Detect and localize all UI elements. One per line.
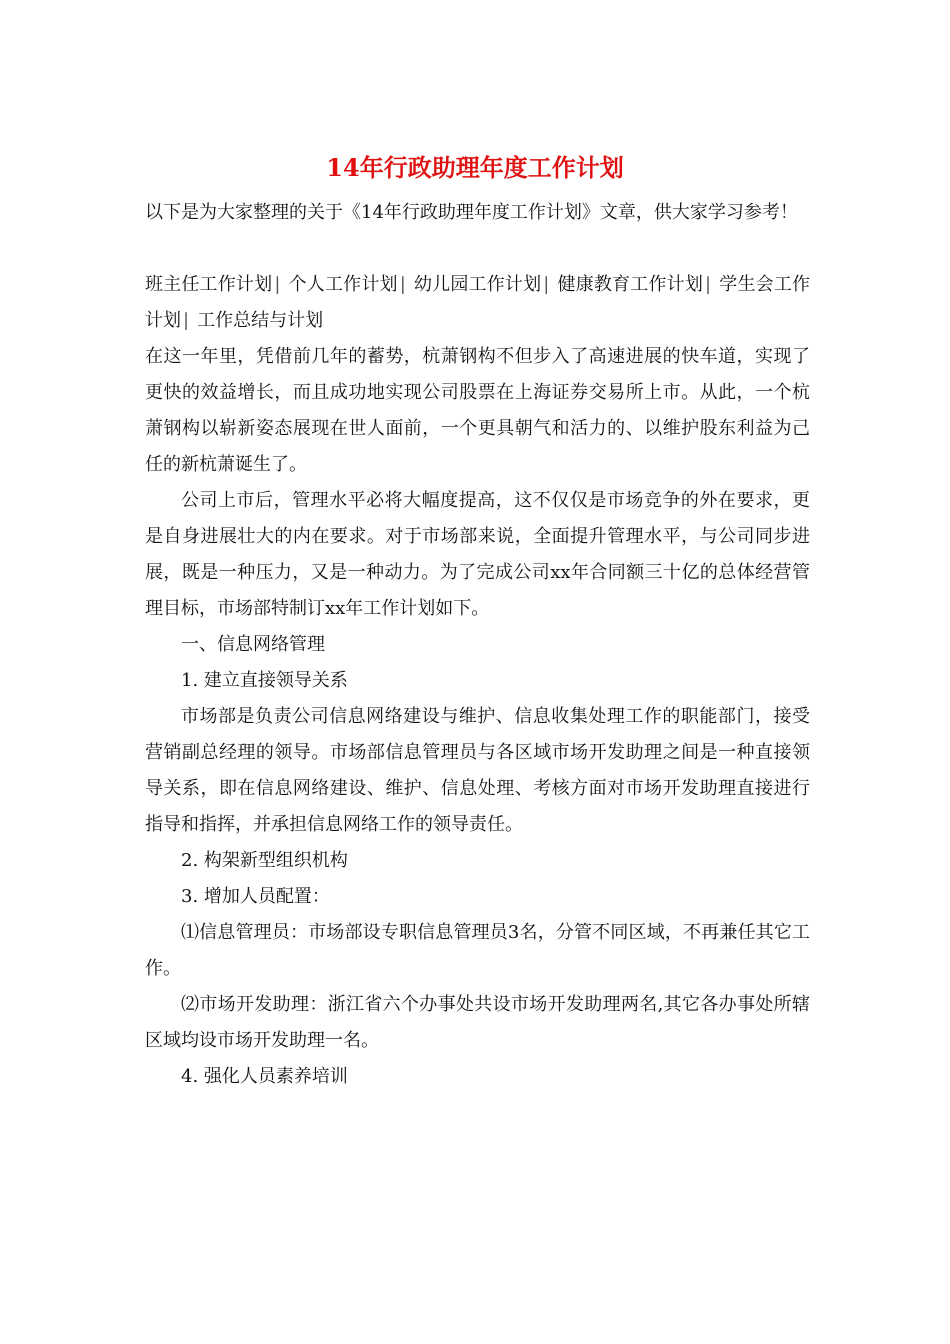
related-links (145, 267, 810, 339)
link-separator: | (705, 274, 712, 295)
subsection-heading: 3. 增加人员配置： (181, 886, 330, 907)
link-separator: | (183, 310, 190, 331)
subsection-heading: 4. 强化人员素养培训 (181, 1066, 348, 1087)
link-separator: | (274, 274, 281, 295)
document-body (145, 195, 810, 1095)
related-link-health-education[interactable]: 健康教育工作计划 (557, 274, 704, 295)
document-title: 14年行政助理年度工作计划 (326, 153, 624, 182)
blank-line (145, 231, 810, 267)
list-item: ⑵市场开发助理：浙江省六个办事处共设市场开发助理两名,其它各办事处所辖区域均设市场开发助理一名。 (145, 994, 810, 1051)
link-separator: | (399, 274, 406, 295)
body-paragraph: 在这一年里，凭借前几年的蓄势，杭萧钢构不但步入了高速进展的快车道，实现了更快的效益增长，而且成功地实现公司股票在上海证券交易所上市。从此，一个杭萧钢构以崭新姿态展现在世人面前，一个更具朝气和活力的、以维护股东利益为己任的新杭萧诞生了。 (145, 346, 810, 475)
list-item: ⑴信息管理员：市场部设专职信息管理员3名，分管不同区域，不再兼任其它工作。 (145, 922, 810, 979)
related-link-kindergarten[interactable]: 幼儿园工作计划 (413, 274, 542, 295)
related-link-class-teacher[interactable]: 班主任工作计划 (145, 274, 273, 295)
intro-paragraph: 以下是为大家整理的关于《14年行政助理年度工作计划》文章，供大家学习参考！ (145, 202, 798, 223)
section-heading: 一、信息网络管理 (181, 634, 325, 655)
subsection-heading: 1. 建立直接领导关系 (181, 670, 348, 691)
body-paragraph: 公司上市后，管理水平必将大幅度提高，这不仅仅是市场竞争的外在要求，更是自身进展壮大的内在要求。对于市场部来说，全面提升管理水平，与公司同步进展，既是一种压力，又是一种动力。为了完成公司xx年合同额三十亿的总体经营管理目标，市场部特制订xx年工作计划如下。 (145, 490, 810, 619)
link-separator: | (543, 274, 550, 295)
related-link-summary-plan[interactable]: 工作总结与计划 (197, 310, 324, 331)
subsection-heading: 2. 构架新型组织机构 (181, 850, 348, 871)
body-paragraph: 市场部是负责公司信息网络建设与维护、信息收集处理工作的职能部门，接受营销副总经理的领导。市场部信息管理员与各区域市场开发助理之间是一种直接领导关系，即在信息网络建设、维护、信息处理、考核方面对市场开发助理直接进行指导和指挥，并承担信息网络工作的领导责任。 (145, 706, 810, 835)
related-link-personal[interactable]: 个人工作计划 (288, 274, 398, 295)
related-link-student-union[interactable]: 学生会工作计划 (145, 274, 811, 331)
